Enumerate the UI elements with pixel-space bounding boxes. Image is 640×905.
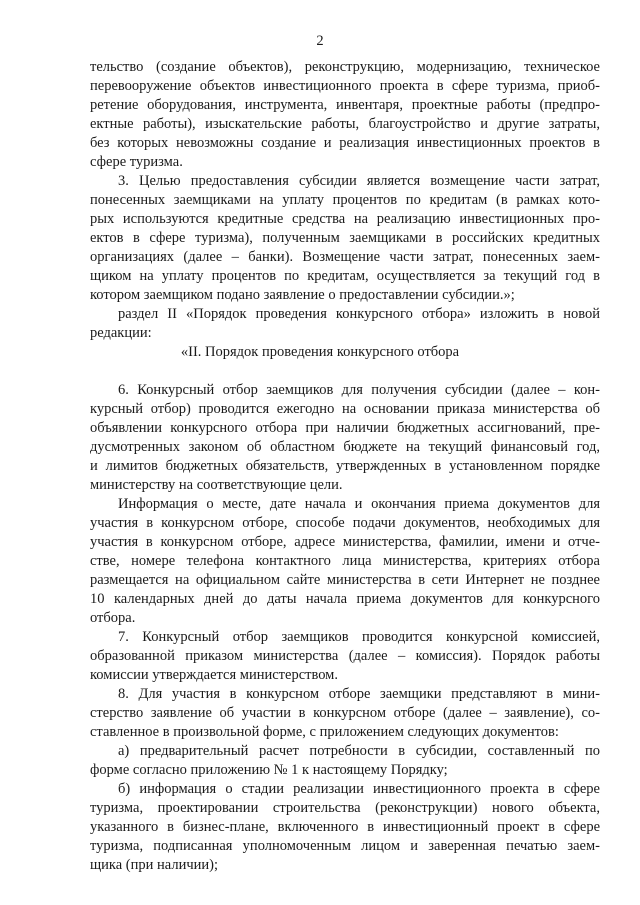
section-heading: «II. Порядок проведения конкурсного отбора bbox=[180, 344, 460, 360]
text-line: стве, номере телефона контактного лица министерства, критериях отбора bbox=[90, 553, 600, 569]
text-line: курсный отбор) проводится ежегодно на основании приказа министерства об bbox=[90, 401, 600, 417]
text-line: тельство (создание объектов), реконструкцию, модернизацию, техническое bbox=[90, 59, 600, 75]
text-line: сфере туризма. bbox=[90, 154, 183, 170]
text-line: рых используются кредитные средства на реализацию инвестиционных про- bbox=[90, 211, 600, 227]
text-line: отбора. bbox=[90, 610, 136, 626]
page-number: 2 bbox=[316, 33, 324, 49]
text-line: раздел II «Порядок проведения конкурсного отбора» изложить в новой bbox=[118, 306, 600, 322]
text-line: указанного в бизнес-плане, включенного в инвестиционный проект в сфере bbox=[90, 819, 600, 835]
text-line: редакции: bbox=[90, 325, 152, 341]
text-line: объявлении конкурсного отбора при наличии бюджетных ассигнований, пре- bbox=[90, 420, 600, 436]
text-line: ектов в сфере туризма), полученным заемщиками в российских кредитных bbox=[90, 230, 600, 246]
text-line: щика (при наличии); bbox=[90, 857, 219, 873]
text-line: дусмотренных законом об областном бюджете на текущий финансовый год, bbox=[90, 439, 600, 455]
text-line: участия в конкурсном отборе, адресе министерства, фамилии, имени и отче- bbox=[90, 534, 600, 550]
text-line: перевооружение объектов инвестиционного проекта в сфере туризма, приоб- bbox=[90, 78, 600, 94]
text-line: 8. Для участия в конкурсном отборе заемщики представляют в мини- bbox=[118, 686, 600, 702]
text-line: 6. Конкурсный отбор заемщиков для получения субсидии (далее – кон- bbox=[118, 382, 600, 398]
text-line: ретение оборудования, инструмента, инвентаря, проектные работы (предпро- bbox=[90, 97, 600, 113]
text-line: министерству на соответствующие цели. bbox=[90, 477, 343, 493]
text-line: 3. Целью предоставления субсидии является возмещение части затрат, bbox=[118, 173, 600, 189]
text-line: щиком на уплату процентов по кредитам, осуществляется за текущий год в bbox=[90, 268, 600, 284]
text-line: понесенных заемщиками на уплату процентов по кредитам (в рамках кото- bbox=[90, 192, 600, 208]
text-line: без которых невозможны создание и реализация инвестиционных проектов в bbox=[90, 135, 600, 151]
text-line: размещается на официальном сайте министерства в сети Интернет не позднее bbox=[90, 572, 600, 588]
text-line: а) предварительный расчет потребности в субсидии, составленный по bbox=[118, 743, 600, 759]
text-line: форме согласно приложению № 1 к настоящему Порядку; bbox=[90, 762, 448, 778]
text-line: организациях (далее – банки). Возмещение части затрат, понесенных заем- bbox=[90, 249, 600, 265]
text-line: стерство заявление об участии в конкурсном отборе (далее – заявление), со- bbox=[90, 705, 600, 721]
text-line: котором заемщиком подано заявление о предоставлении субсидии.»; bbox=[90, 287, 515, 303]
text-line: туризма, подписанная уполномоченным лицом и заверенная печатью заем- bbox=[90, 838, 600, 854]
text-line: ставленное в произвольной форме, с приложением следующих документов: bbox=[90, 724, 559, 740]
text-line: ектные работы), изыскательские работы, благоустройство и другие затраты, bbox=[90, 116, 600, 132]
text-line: и лимитов бюджетных обязательств, утвержденных в установленном порядке bbox=[90, 458, 600, 474]
text-line: Информация о месте, дате начала и окончания приема документов для bbox=[118, 496, 600, 512]
text-line: образованной приказом министерства (далее – комиссия). Порядок работы bbox=[90, 648, 600, 664]
text-line: 7. Конкурсный отбор заемщиков проводится конкурсной комиссией, bbox=[118, 629, 600, 645]
text-line: туризма, проектировании строительства (реконструкции) нового объекта, bbox=[90, 800, 600, 816]
text-line: б) информация о стадии реализации инвестиционного проекта в сфере bbox=[118, 781, 600, 797]
text-line: 10 календарных дней до даты начала приема документов для конкурсного bbox=[90, 591, 600, 607]
text-line: комиссии утверждается министерством. bbox=[90, 667, 338, 683]
text-line: участия в конкурсном отборе, способе подачи документов, необходимых для bbox=[90, 515, 600, 531]
